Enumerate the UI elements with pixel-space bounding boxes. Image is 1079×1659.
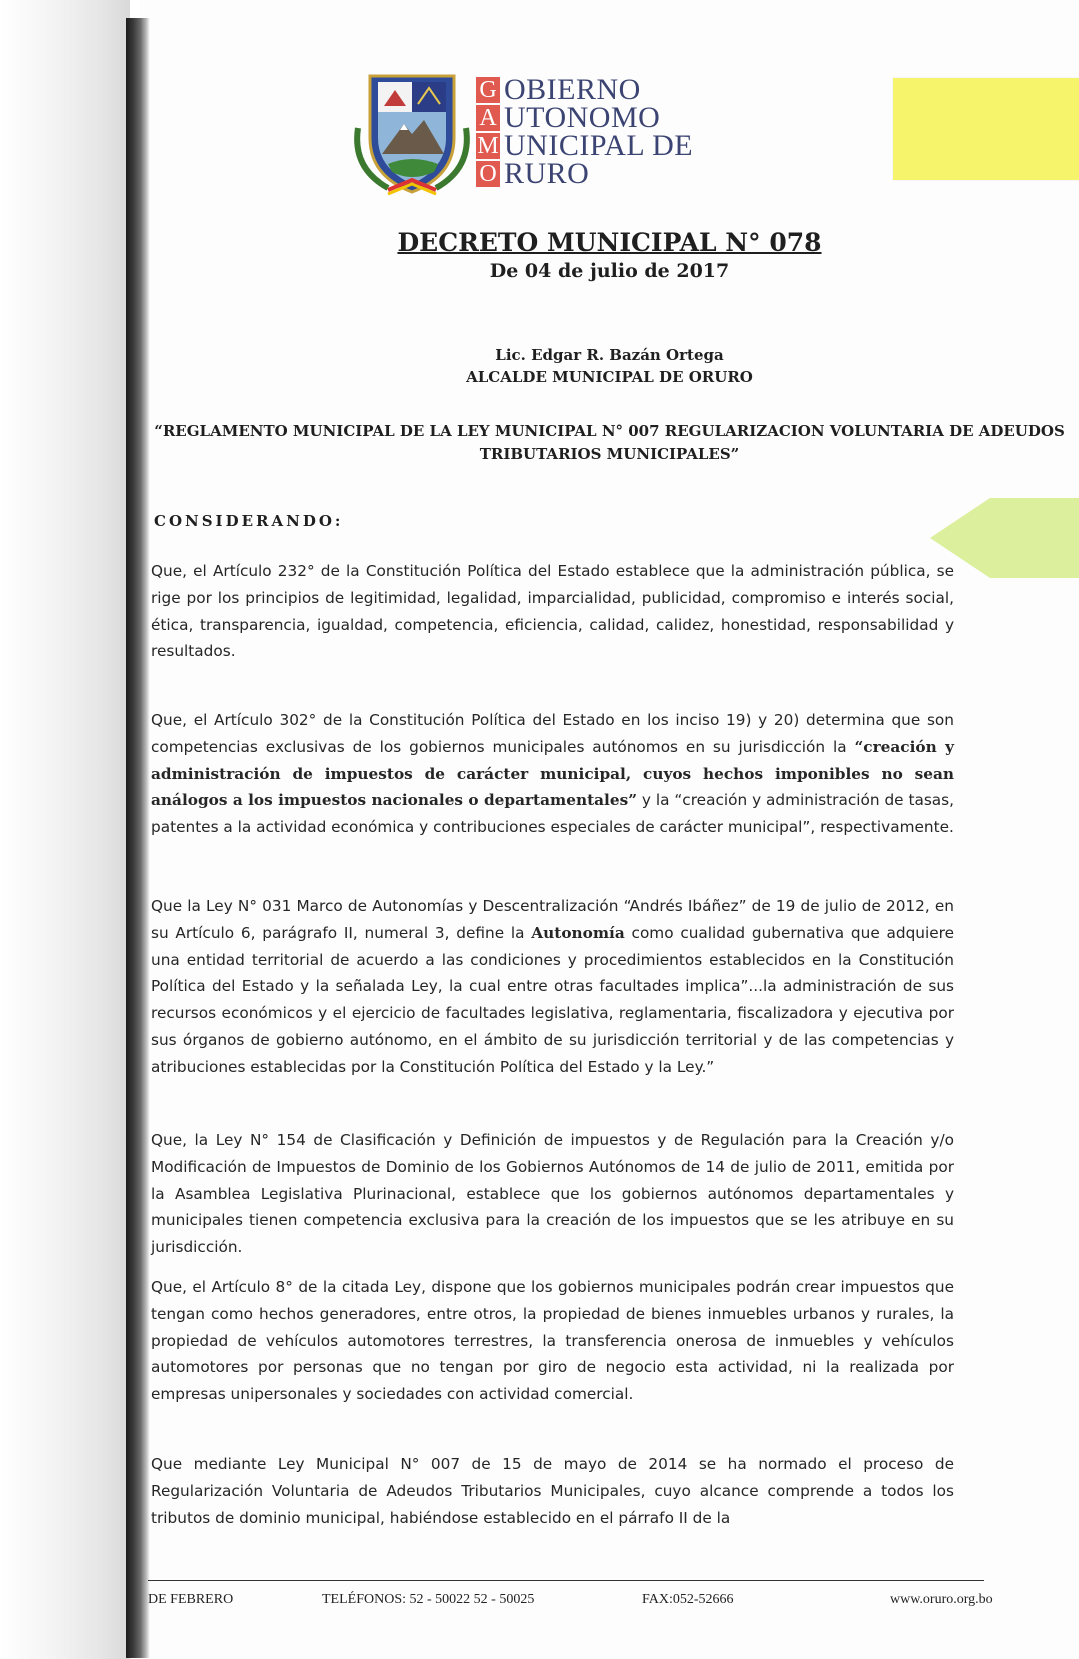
considerando-heading: CONSIDERANDO:	[154, 512, 344, 530]
emphasis-text: Autonomía	[531, 923, 625, 942]
gamo-word: RURO	[504, 157, 590, 190]
gamo-letter: M	[477, 133, 499, 159]
scan-margin	[0, 0, 130, 1659]
emphasis-text: “creación y administración de impuestos de carácter municipal, cuyos hechos imponibles no sean análogos a los impuestos nacionales o departamentales”	[151, 737, 954, 810]
decree-title: DECRETO MUNICIPAL N° 078	[397, 228, 822, 257]
gamo-acronym	[476, 77, 500, 189]
coat-of-arms-icon	[348, 68, 476, 196]
footer-fax: FAX:052-52666	[642, 1592, 734, 1607]
footer-website: www.oruro.org.bo	[890, 1592, 993, 1607]
gamo-word: UNICIPAL DE	[504, 129, 694, 162]
yellow-sticky-note	[893, 78, 1079, 180]
decree-date: De 04 de julio de 2017	[489, 260, 730, 282]
footer-phones: TELÉFONOS: 52 - 50022 52 - 50025	[322, 1592, 535, 1607]
green-sticky-flag-body	[990, 498, 1079, 578]
gamo-word: UTONOMO	[504, 101, 661, 134]
paragraph: Que, el Artículo 302° de la Constitución Política del Estado en los inciso 19) y 20) determina que son competencias exclusivas de los gobiernos municipales autónomos en su jurisdicción la “creación y administración de impuestos de carácter municipal, cuyos hechos imponibles no sean análogos a los impuestos nacionales o departamentales” y la “creación y administración de tasas, patentes a la actividad económica y contribuciones especiales de carácter municipal”, respectivamente.	[151, 711, 955, 837]
paragraph: Que, el Artículo 8° de la citada Ley, dispone que los gobiernos municipales podrán crear impuestos que tengan como hechos generadores, entre otros, la propiedad de bienes inmuebles urbanos y rurales, la propiedad de vehículos automotores terrestres, la transferencia onerosa de inmuebles y vehículos automotores por personas que no tengan por giro de negocio esta actividad, ni la realizada por empresas unipersonales y sociedades con actividad comercial.	[151, 1278, 954, 1404]
paragraph: Que, el Artículo 232° de la Constitución Política del Estado establece que la administración pública, se rige por los principios de legitimidad, legalidad, imparcialidad, publicidad, compromiso e interés social, ética, transparencia, igualdad, competencia, eficiencia, calidad, calidez, honestidad, responsabilidad y resultados.	[151, 562, 954, 661]
mayor-position: ALCALDE MUNICIPAL DE ORURO	[466, 368, 753, 386]
gamo-word: OBIERNO	[504, 73, 641, 106]
mayor-name: Lic. Edgar R. Bazán Ortega	[495, 346, 724, 364]
footer-divider	[148, 1580, 984, 1581]
paragraph: Que la Ley N° 031 Marco de Autonomías y Descentralización “Andrés Ibáñez” de 19 de julio de 2012, en su Artículo 6, parágrafo II, numeral 3, define la Autonomía como cualidad gubernativa que adquiere una entidad territorial de acuerdo a las condiciones y procedimientos establecidos en la Constitución Política del Estado y la señalada Ley, la cual entre otras facultades implica”...la administración de sus recursos económicos y el ejercicio de facultades legislativa, reglamentaria, fiscalizadora y ejecutiva por sus órganos de gobierno autónomo, en el ámbito de su jurisdicción territorial y de las competencias y atribuciones establecidas por la Constitución Política del Estado y la Ley.”	[151, 897, 955, 1076]
municipal-logo	[348, 68, 728, 198]
paragraph: Que, la Ley N° 154 de Clasificación y Definición de impuestos y de Regulación para la Creación y/o Modificación de Impuestos de Dominio de los Gobiernos Autónomos de 14 de julio de 2011, emitida por la Asamblea Legislativa Plurinacional, establece que los gobiernos autónomos departamentales y municipales tienen competencia exclusiva para la creación de los impuestos que se les atribuye en su jurisdicción.	[151, 1131, 954, 1257]
gamo-letter: O	[476, 161, 500, 187]
gamo-letter: G	[476, 77, 500, 103]
gamo-letter: A	[476, 105, 500, 131]
footer-address: DE FEBRERO	[148, 1592, 234, 1607]
gamo-name	[504, 73, 694, 190]
paragraph: Que mediante Ley Municipal N° 007 de 15 de mayo de 2014 se ha normado el proceso de Regularización Voluntaria de Adeudos Tributarios Municipales, cuyo alcance comprende a todos los tributos de dominio municipal, habiéndose establecido en el párrafo II de la	[151, 1455, 954, 1527]
regulation-title: “REGLAMENTO MUNICIPAL DE LA LEY MUNICIPAL N° 007 REGULARIZACION VOLUNTARIA DE ADEUDOS TRIBUTARIOS MUNICIPALES”	[154, 422, 1065, 463]
